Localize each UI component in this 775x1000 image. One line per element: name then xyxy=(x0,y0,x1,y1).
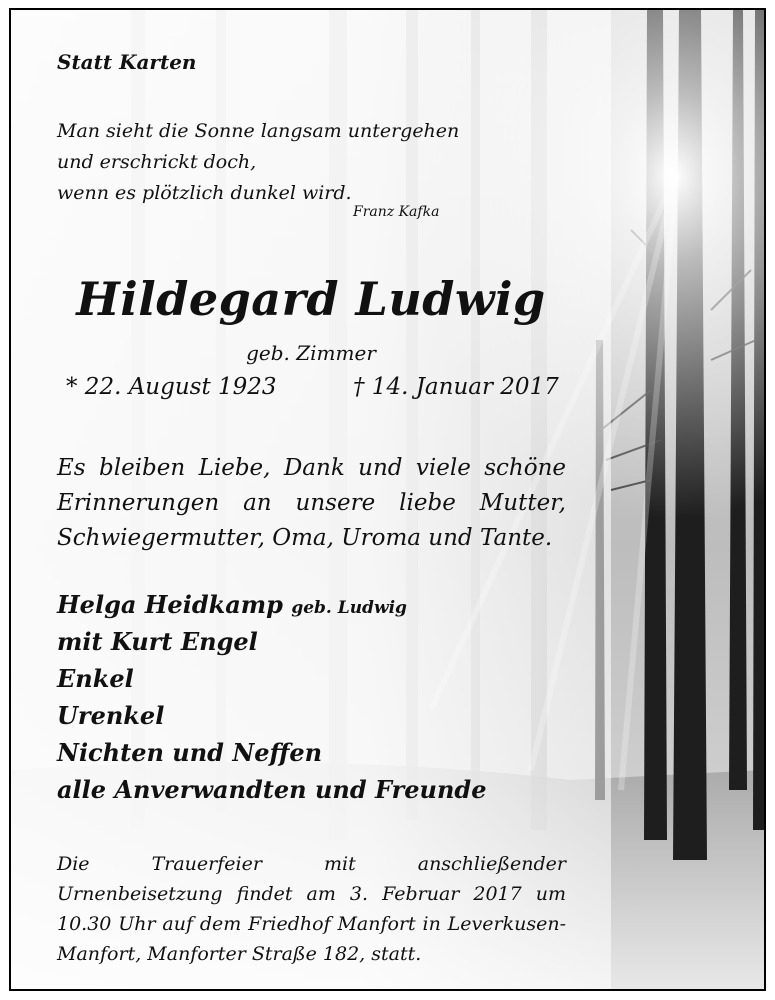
maiden-name: geb. Zimmer xyxy=(246,341,376,365)
quote-line: Man sieht die Sonne langsam untergehen xyxy=(57,120,460,142)
birth-date: * 22. August 1923 xyxy=(66,374,277,400)
header-label: Statt Karten xyxy=(57,50,197,74)
mourner-name: Helga Heidkamp xyxy=(57,590,283,619)
quote-line: und erschrickt doch, xyxy=(57,151,257,173)
mourners-list xyxy=(57,586,486,808)
mourner-primary xyxy=(57,586,486,623)
quote xyxy=(57,116,459,209)
mourner-maiden-name: geb. Ludwig xyxy=(291,598,407,618)
deceased-name: Hildegard Ludwig xyxy=(76,272,546,326)
condolence-message: Es bleiben Liebe, Dank und viele schöne Erinnerungen an unsere liebe Mutter, Schwiegermutter, Oma, Uroma und Tante. xyxy=(57,455,566,551)
mourner-item: Urenkel xyxy=(57,701,165,730)
obituary-frame xyxy=(9,8,766,991)
mourner-item: Enkel xyxy=(57,664,134,693)
funeral-details: Die Trauerfeier mit anschließender Urnenbeisetzung findet am 3. Februar 2017 um 10.30 Uhr auf dem Friedhof Manfort in Leverkusen-Manfort, Manforter Straße 182, statt. xyxy=(57,853,566,965)
mourner-item: alle Anverwandten und Freunde xyxy=(57,775,487,804)
death-date: † 14. Januar 2017 xyxy=(353,374,559,400)
quote-author: Franz Kafka xyxy=(353,204,440,220)
quote-line: wenn es plötzlich dunkel wird. xyxy=(57,182,352,204)
mourner-item: Nichten und Neffen xyxy=(57,738,323,767)
mourner-item: mit Kurt Engel xyxy=(57,627,258,656)
